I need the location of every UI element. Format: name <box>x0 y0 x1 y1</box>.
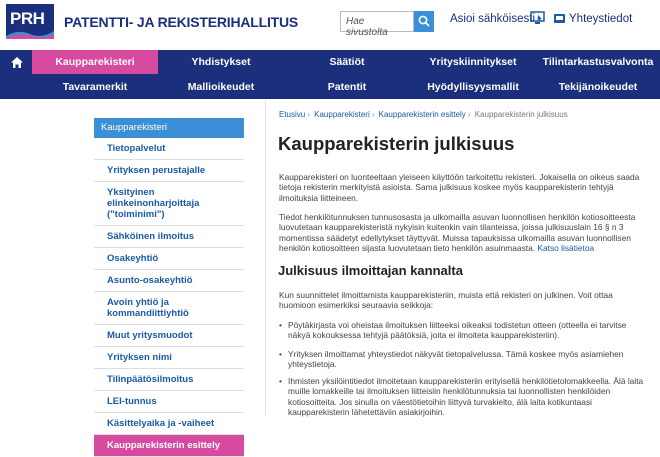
list-item: • Yrityksen ilmoittamat yhteystiedot näkyvät tietopalvelussa. Tämä koskee myös asiamiehen yhteystietoja. <box>279 349 647 370</box>
sidebar-item-tilinpaatosilmoitus[interactable]: Tilinpäätösilmoitus <box>94 369 244 391</box>
site-header <box>0 0 660 46</box>
home-button[interactable] <box>0 50 32 75</box>
sidebar-item-kasittelyaika[interactable]: Käsittelyaika ja -vaiheet <box>94 413 244 435</box>
search-icon <box>418 15 430 27</box>
list-item: • Pöytäkirjasta voi oheistaa ilmoituksen liitteeksi oikeaksi todistetun otteen (otteella ei tarvitse näkyä kokouksessa tehtyjä päätöksiä, joita ei ilmoiteta kaupparekisteriin). <box>279 320 647 341</box>
sidebar-item-yrityksen-perustajalle[interactable]: Yrityksen perustajalle <box>94 160 244 182</box>
link-yhteystiedot[interactable]: Yhteystiedot <box>569 13 633 25</box>
breadcrumb-separator: › <box>371 110 375 119</box>
nav-kaupparekisteri[interactable]: Kaupparekisteri <box>32 50 158 74</box>
sidebar-item-kaupparekisterin-esittely[interactable]: Kaupparekisterin esittely <box>94 435 244 457</box>
list-item: • Ihmisten yksilöintitiedot ilmoitetaan kaupparekisteriin erityisellä henkilötietolomakkeella. Älä laita muille lomakkeille tai ilmoituksen liitteisiin henkilötunnuksia tai luonnollisten henkilöiden kotiosoitteita. Jos sinulla on väestötietoihin liittyvä turvakielto, älä laita kotikuntaasi kaupparekisterin lähetettäviin asiakirjoihin. <box>279 376 647 418</box>
link-asioi-sahkoisesti[interactable]: Asioi sähköisesti <box>450 13 536 25</box>
page-title: Kaupparekisterin julkisuus <box>278 133 515 154</box>
main-content <box>265 100 660 418</box>
breadcrumb-kaupparekisteri[interactable]: Kaupparekisteri <box>314 110 370 119</box>
sidebar-item-osakeyhtio[interactable]: Osakeyhtiö <box>94 248 244 270</box>
search-input[interactable]: Hae sivustolta <box>340 11 414 32</box>
breadcrumb-current: Kaupparekisterin julkisuus <box>474 110 568 119</box>
nav-hyodyllisyysmallit[interactable]: Hyödyllisyysmallit <box>427 81 519 93</box>
paragraph-personal-data-text: Tiedot henkilötunnuksen tunnusosasta ja ulkomailla asuvan luonnollisen henkilön kotiosoitteesta luovutetaan kaupparekisteristä nykyisin kuitenkin vain tilanteissa, joissa julkisuuslain 16 § n 3 momentissa säädetyt edellytykset täyttyvät. Muissa tapauksissa ulkomailla asuvan luonnollisen henkilön kotiosoitteen sijasta luovutetaan tieto henkilön asuinmaasta. <box>279 212 636 254</box>
org-name[interactable]: PATENTTI- JA REKISTERIHALLITUS <box>64 14 299 30</box>
paragraph-intro: Kaupparekisteri on luonteeltaan yleiseen käyttöön tarkoitettu rekisteri. Jokaisella on oikeus saada tietoja rekisterin merkityistä asioista. Sama julkisuus koskee myös kaupparekisterin tehtyjä ilmoituksia liitteineen. <box>279 172 640 203</box>
breadcrumb-separator: › <box>467 110 471 119</box>
breadcrumb-separator: › <box>307 110 310 119</box>
sidebar-heading[interactable]: Kaupparekisteri <box>94 118 244 138</box>
nav-tekijanoikeudet[interactable]: Tekijänoikeudet <box>558 81 638 93</box>
breadcrumb-etusivu[interactable]: Etusivu <box>279 110 306 119</box>
section-heading: Julkisuus ilmoittajan kannalta <box>278 263 463 278</box>
paragraph-personal-data <box>279 212 647 254</box>
sidebar-item-tietopalvelut[interactable]: Tietopalvelut <box>94 138 244 160</box>
phone-icon <box>552 11 567 26</box>
sidebar-item-sahkoinen-ilmoitus[interactable]: Sähköinen ilmoitus <box>94 226 244 248</box>
logo-wave-icon <box>6 27 54 39</box>
home-icon <box>11 57 23 68</box>
nav-mallioikeudet[interactable]: Mallioikeudet <box>187 81 255 93</box>
sidebar <box>94 118 244 457</box>
sidebar-item-asunto-osakeyhtio[interactable]: Asunto-osakeyhtiö <box>94 270 244 292</box>
nav-tavaramerkit[interactable]: Tavaramerkit <box>62 81 128 93</box>
prh-logo[interactable] <box>6 4 54 39</box>
sidebar-item-muut-yritysmuodot[interactable]: Muut yritysmuodot <box>94 325 244 347</box>
nav-yrityskiinnitykset[interactable]: Yrityskiinnitykset <box>429 56 517 68</box>
logo-text: PRH <box>10 9 45 28</box>
nav-yhdistykset[interactable]: Yhdistykset <box>191 56 251 68</box>
monitor-icon <box>530 11 545 26</box>
paragraph-announcer: Kun suunnittelet ilmoittamista kaupparekisteriin, muista että rekisteri on julkinen. Voit ottaa huomioon esimerkiksi seuraavia seikkoja: <box>279 290 613 311</box>
breadcrumb <box>279 110 568 119</box>
sidebar-item-avoin-yhtio[interactable]: Avoin yhtiö ja kommandiittiyhtiö <box>94 292 244 325</box>
nav-patentit[interactable]: Patentit <box>327 81 367 93</box>
nav-saatiot[interactable]: Säätiöt <box>329 56 365 68</box>
sidebar-item-toiminimi[interactable]: Yksityinen elinkeinonharjoittaja ("toiminimi") <box>94 182 244 226</box>
search-button[interactable] <box>414 11 434 32</box>
breadcrumb-esittely[interactable]: Kaupparekisterin esittely <box>378 110 466 119</box>
sidebar-item-yrityksen-nimi[interactable]: Yrityksen nimi <box>94 347 244 369</box>
main-navigation <box>0 50 660 99</box>
link-katso-lisatietoa[interactable]: Katso lisätietoa <box>537 243 595 254</box>
nav-tilintarkastusvalvonta[interactable]: Tilintarkastusvalvonta <box>542 56 654 68</box>
sidebar-item-lei-tunnus[interactable]: LEI-tunnus <box>94 391 244 413</box>
